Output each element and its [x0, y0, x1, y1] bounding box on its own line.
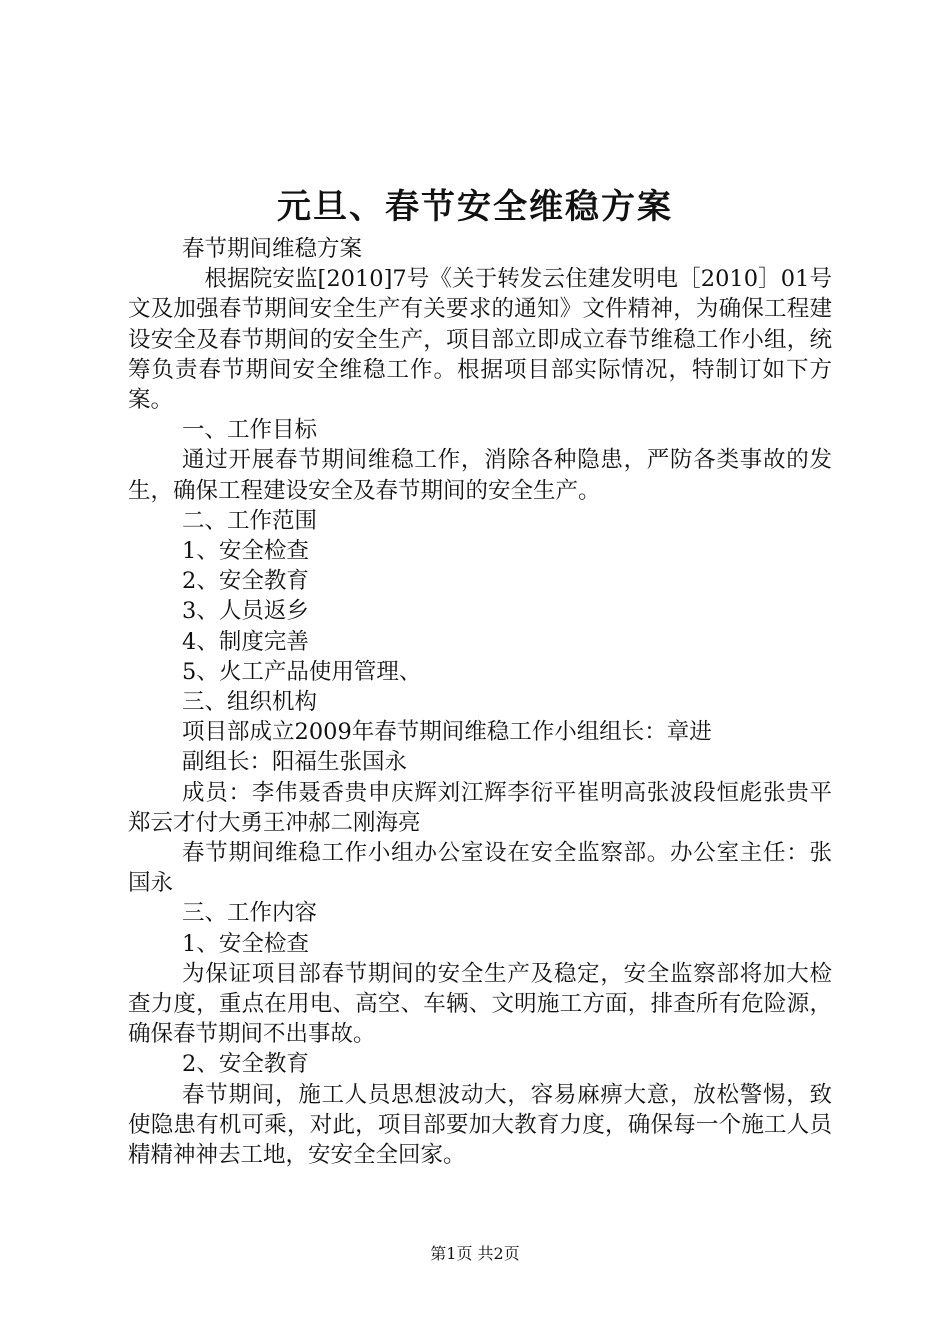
paragraph-deputy: 副组长：阳福生张国永: [182, 749, 408, 776]
document-body: [128, 234, 832, 1170]
page-footer: 第1页 共2页: [430, 1244, 520, 1263]
section-heading-organization: 三、组织机构: [182, 689, 318, 716]
subheading-safety-check: 1、安全检查: [182, 930, 309, 957]
paragraph-leader: 项目部成立2009年春节期间维稳工作小组组长：章进: [182, 719, 712, 746]
section-heading-goal: 一、工作目标: [182, 417, 318, 444]
section-heading-content: 三、工作内容: [182, 900, 318, 927]
section-heading-scope: 二、工作范围: [182, 507, 318, 534]
paragraph-intro: 根据院安监[2010]7号《关于转发云住建发明电［2010］01号文及加强春节期间安全生产有关要求的通知》文件精神，为确保工程建设安全及春节期间的安全生产，项目部立即成立春节维稳工作小组，统筹负责春节期间安全维稳工作。根据项目部实际情况，特制订如下方案。: [128, 266, 832, 414]
paragraph-safety-check: 为保证项目部春节期间的安全生产及稳定，安全监察部将加大检查力度，重点在用电、高空、车辆、文明施工方面，排查所有危险源，确保春节期间不出事故。: [128, 960, 832, 1048]
list-item-scope-5: 5、火工产品使用管理、: [182, 658, 422, 685]
paragraph-safety-education: 春节期间，施工人员思想波动大，容易麻痹大意，放松警惕，致使隐患有机可乘，对此，项目部要加大教育力度，确保每一个施工人员精精神神去工地，安安全全回家。: [128, 1081, 832, 1169]
paragraph-office: 春节期间维稳工作小组办公室设在安全监察部。办公室主任：张国永: [128, 840, 832, 897]
list-item-scope-2: 2、安全教育: [182, 568, 309, 595]
list-item-scope-4: 4、制度完善: [182, 628, 309, 655]
list-item-scope-3: 3、人员返乡: [182, 598, 309, 625]
paragraph-members: 成员：李伟聂香贵申庆辉刘江辉李衍平崔明高张波段恒彪张贵平郑云才付大勇王冲郝二刚海亮: [128, 779, 832, 836]
paragraph-subtitle: 春节期间维稳方案: [182, 236, 363, 262]
subheading-safety-education: 2、安全教育: [182, 1051, 309, 1078]
list-item-scope-1: 1、安全检查: [182, 538, 309, 565]
paragraph-goal: 通过开展春节期间维稳工作，消除各种隐患，严防各类事故的发生，确保工程建设安全及春节期间的安全生产。: [128, 447, 832, 504]
document-title: 元旦、春节安全维稳方案: [277, 187, 673, 227]
